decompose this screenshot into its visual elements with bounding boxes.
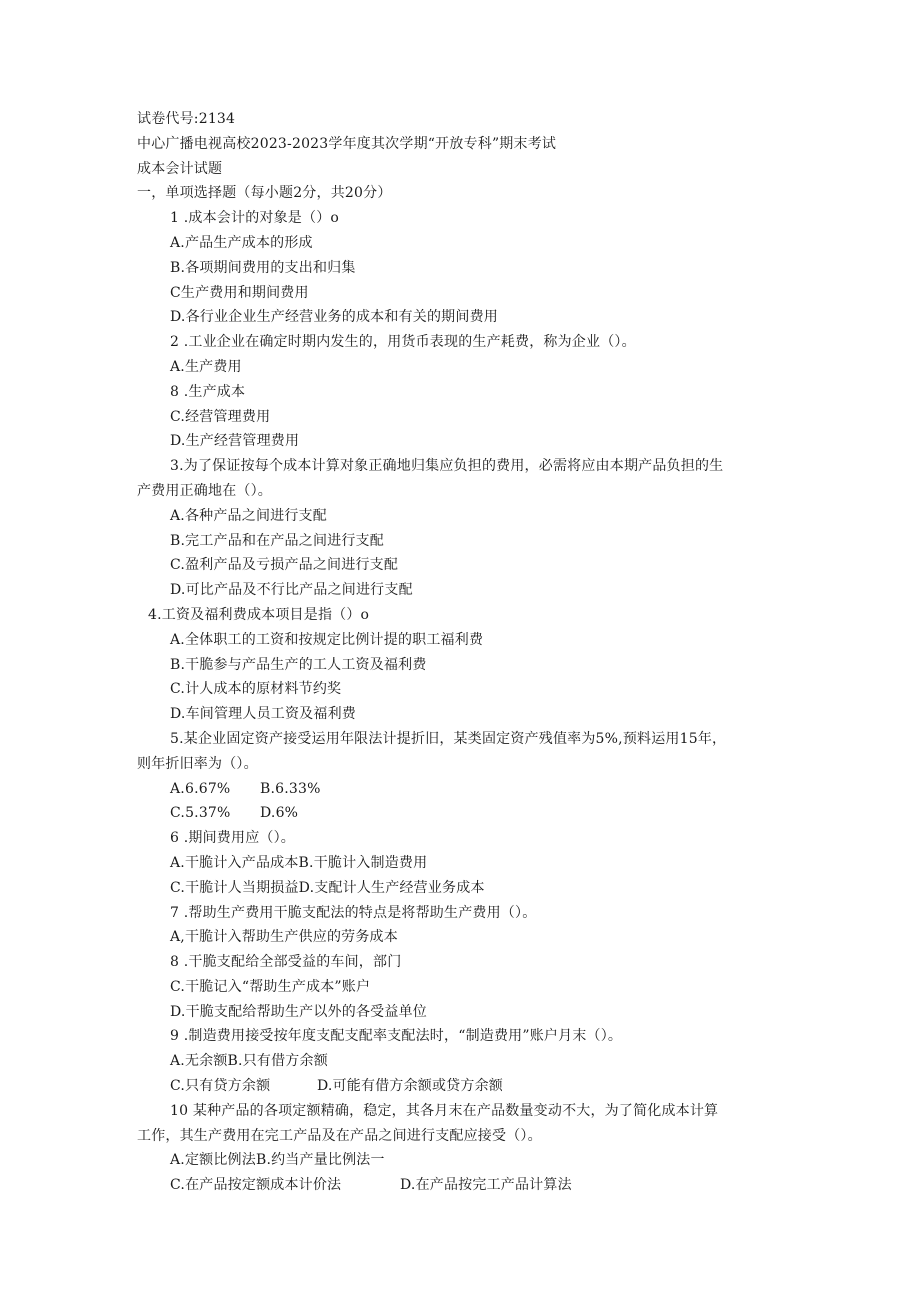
question-10-options-cd <box>0 1173 920 1198</box>
question-5-options-ab <box>0 777 920 802</box>
question-6-stem: 6 .期间费用应（）。 <box>170 830 296 847</box>
question-4-option-a: A.全体职工的工资和按规定比例计提的职工福利费 <box>170 631 484 648</box>
question-4-option-b: B.干脆参与产品生产的工人工资及福利费 <box>170 656 427 673</box>
question-7-option-b: 8 .干脆支配给全部受益的车间，部门 <box>170 954 402 971</box>
question-4-stem: 4.工资及福利费成本项目是指（）o <box>148 606 370 623</box>
question-1-stem: 1 .成本会计的对象是（）o <box>170 210 340 227</box>
question-5-option-b: B.6.33% <box>260 780 321 797</box>
question-1-option-a: A.产品生产成本的形成 <box>170 234 313 251</box>
question-5-option-a: A.6.67% <box>170 780 231 797</box>
question-5-options-cd <box>0 801 920 826</box>
question-5-option-d: D.6% <box>260 805 299 822</box>
question-9-option-d: D.可能有借方余额或贷方余额 <box>317 1078 503 1095</box>
question-2-option-c: C.经营管理费用 <box>170 408 271 425</box>
question-7-option-c: C.干脆记入“帮助生产成本”账户 <box>170 978 371 995</box>
question-5-option-c: C.5.37% <box>170 805 231 822</box>
question-6-options-ab: A.干脆计入产品成本B.干脆计入制造费用 <box>170 854 428 871</box>
question-4-option-d: D.车间管理人员工资及福利费 <box>170 706 356 723</box>
question-2-option-d: D.生产经营管理费用 <box>170 433 300 450</box>
exam-subject: 成本会计试题 <box>137 160 223 177</box>
exam-code: 试卷代号:2134 <box>137 111 236 127</box>
question-10-option-c: C.在产品按定额成本计价法 <box>170 1177 342 1194</box>
question-1-option-c: C生产费用和期间费用 <box>170 284 309 301</box>
question-9-options-ab: A.无余额B.只有借方余额 <box>170 1053 328 1070</box>
question-10-stem-cont: 工作，其生产费用在完工产品及在产品之间进行支配应接受（）。 <box>137 1127 542 1144</box>
exam-content <box>0 107 920 1198</box>
question-7-stem: 7 .帮助生产费用干脆支配法的特点是将帮助生产费用（）。 <box>170 904 537 921</box>
question-9-options-cd <box>0 1074 920 1099</box>
question-6-options-cd: C.干脆计人当期损益D.支配计人生产经营业务成本 <box>170 879 485 896</box>
question-10-options-ab: A.定额比例法B.约当产量比例法一 <box>170 1152 385 1169</box>
question-2-stem: 2 .工业企业在确定时期内发生的，用货币表现的生产耗费，称为企业（）。 <box>170 334 636 351</box>
question-3-option-d: D.可比产品及不行比产品之间进行支配 <box>170 582 413 599</box>
question-3-stem-cont: 产费用正确地在（）。 <box>137 482 272 499</box>
question-3-option-b: B.完工产品和在产品之间进行支配 <box>170 532 384 549</box>
section-title: 一，单项选择题（每小题2分，共20分） <box>137 185 392 202</box>
question-5-stem-cont: 则年折旧率为（）。 <box>137 755 258 772</box>
question-7-option-a: A,干脆计入帮助生产供应的劳务成本 <box>170 929 398 946</box>
question-9-option-c: C.只有贷方余额 <box>170 1078 271 1095</box>
question-10-option-d: D.在产品按完工产品计算法 <box>400 1177 572 1194</box>
question-3-stem: 3.为了保证按每个成本计算对象正确地归集应负担的费用，必需将应由本期产品负担的生 <box>170 458 724 475</box>
question-1-option-d: D.各行业企业生产经营业务的成本和有关的期间费用 <box>170 309 498 326</box>
question-10-stem: 10 某种产品的各项定额精确，稳定，其各月末在产品数量变动不大，为了简化成本计算 <box>170 1102 719 1119</box>
question-9-stem: 9 .制造费用接受按年度支配支配率支配法时，“制造费用”账户月末（）。 <box>170 1028 623 1045</box>
question-3-option-c: C.盈利产品及亏损产品之间进行支配 <box>170 557 399 574</box>
question-2-option-b: 8 .生产成本 <box>170 383 246 400</box>
question-2-option-a: A.生产费用 <box>170 358 242 375</box>
question-3-option-a: A.各种产品之间进行支配 <box>170 507 327 524</box>
question-4-option-c: C.计人成本的原材料节约奖 <box>170 681 342 698</box>
question-5-stem: 5.某企业固定资产接受运用年限法计提折旧，某类固定资产残值率为5%,预料运用15年， <box>170 730 727 747</box>
exam-school-title: 中心广播电视高校2023-2023学年度其次学期“开放专科”期末考试 <box>137 135 557 152</box>
question-7-option-d: D.干脆支配给帮助生产以外的各受益单位 <box>170 1003 427 1020</box>
question-1-option-b: B.各项期间费用的支出和归集 <box>170 259 356 276</box>
